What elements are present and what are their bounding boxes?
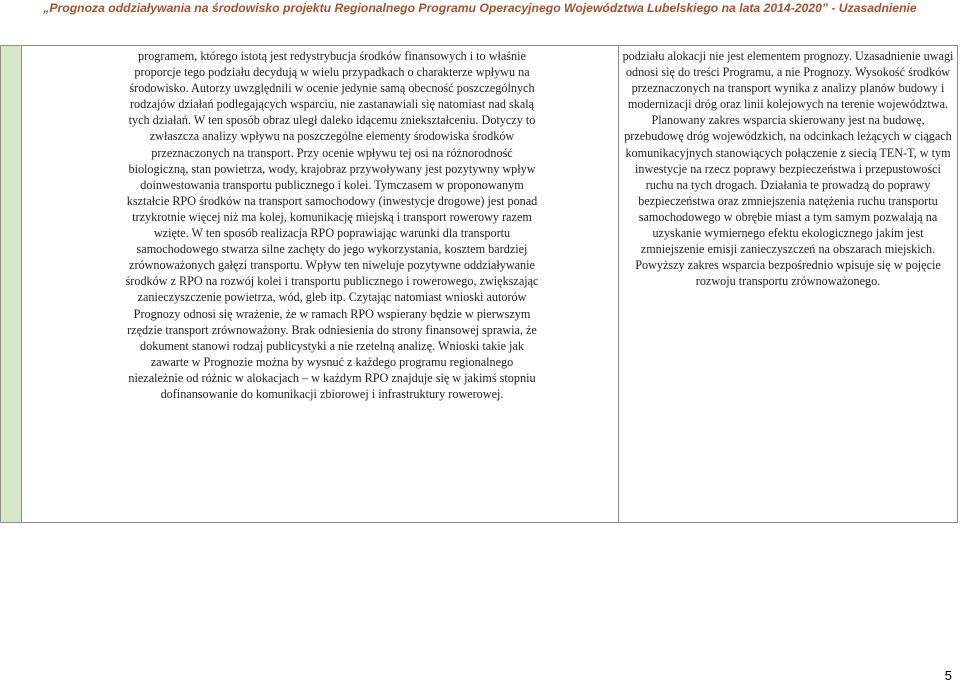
table-column-number <box>1 46 22 522</box>
table-column-comment <box>22 46 619 522</box>
comments-table <box>0 45 958 523</box>
response-text <box>621 48 955 289</box>
comment-paragraph: programem, którego istotą jest redystrybucja środków finansowych i to właśnie proporcje tego podziału decydują w wielu przypadkach o charakterze wpływu na środowisko. Autorzy uwzględnili w ocenie jedynie samą obecność poszczególnych rodzajów działań podlegających wsparciu, nie zastanawiali się natomiast nad skalą tych działań. W ten sposób obraz uległ daleko idącemu zniekształceniu. Dotyczy to zwłaszcza analizy wpływu na poszczególne elementy środowiska środków przeznaczonych na transport. Przy ocenie wpływu tej osi na różnorodność biologiczną, stan powietrza, wody, krajobraz przywoływany jest pozytywny wpływ doinwestowania transportu publicznego i kolei. Tymczasem w proponowanym kształcie RPO środków na transport samochodowy (inwestycje drogowe) jest ponad trzykrotnie więcej niż ma kolej, komunikację miejską i transport rowerowy razem wzięte. W ten sposób realizacja RPO poprawiając warunki dla transportu samochodowego stwarza silne zachęty do jego wykorzystania, kosztem bardziej zrównoważonych gałęzi transportu. Wpływ ten niweluje pozytywne oddziaływanie środków z RPO na rozwój kolei i transportu publicznego i rowerowego, zwiększając zanieczyszczenie powietrza, wód, gleb itp. Czytając natomiast wnioski autorów Prognozy odnosi się wrażenie, że w ramach RPO wspierany będzie w pierwszym rzędzie transport zrównoważony. Brak odniesienia do strony finansowej sprawia, że dokument stanowi rodzaj publicystyki a nie rzetelną analizę. Wnioski takie jak zawarte w Prognozie można by wysnuć z każdego programu regionalnego niezależnie od różnic w alokacjach – w każdym RPO znajduje się w jakimś stopniu dofinansowanie do komunikacji zbiorowej i infrastruktury rowerowej. <box>125 49 539 401</box>
table-column-response <box>619 46 957 522</box>
page-header-title: „Prognoza oddziaływania na środowisko projektu Regionalnego Programu Operacyjnego Województwa Lubelskiego na lata 2014-2020” - Uzasadnienie <box>43 1 917 15</box>
page-number: 5 <box>944 668 952 683</box>
response-paragraph: podziału alokacji nie jest elementem prognozy. Uzasadnienie uwagi odnosi się do treści Programu, a nie Prognozy. Wysokość środków przeznaczonych na transport wynika z analizy planów budowy i modernizacji dróg oraz linii kolejowych na terenie województwa. Planowany zakres wsparcia skierowany jest na budowę, przebudowę dróg wojewódzkich, na odcinkach leżących w ciągach komunikacyjnych stanowiących połączenie z siecią TEN-T, w tym inwestycje na rzecz poprawy bezpieczeństwa i przepustowości ruchu na tych drogach. Działania te prowadzą do poprawy bezpieczeństwa oraz zmniejszenia natężenia ruchu transportu samochodowego w obrębie miast a tym samym pozwalają na uzyskanie wymiernego efektu ekologicznego jakim jest zmniejszenie emisji zanieczyszczeń na obszarach miejskich. Powyższy zakres wsparcia bezpośrednio wpisuje się w pojęcie rozwoju transportu zrównoważonego. <box>622 49 954 289</box>
comment-text <box>122 48 542 402</box>
